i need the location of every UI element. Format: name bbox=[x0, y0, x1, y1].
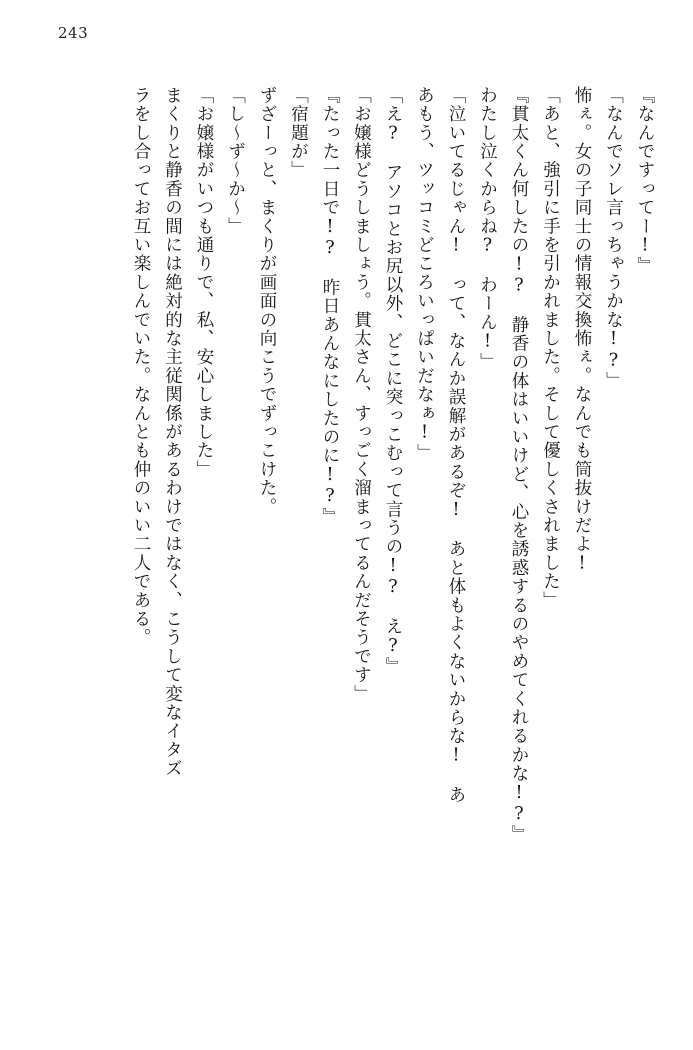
paragraph: ラをし合ってお互い楽しんでいた。なんとも仲のいい二人である。 bbox=[131, 86, 151, 647]
paragraph: 『たった一日で!? 昨日あんなにしたのに!?』 bbox=[320, 86, 340, 527]
paragraph: ずざーっと、まくりが画面の向こうでずっこけた。 bbox=[257, 86, 277, 517]
paragraph: 「し〜ず〜か〜」 bbox=[225, 86, 246, 236]
paragraph: 「お嬢様がいつも通りで、私、安心しました」 bbox=[194, 86, 214, 479]
paragraph: 「泣いてるじゃん! って、なんか誤解があるぞ! あと体もよくないからな! あ bbox=[446, 86, 466, 805]
page-number: 243 bbox=[58, 24, 89, 42]
paragraph: まくりと静香の間には絶対的な主従関係があるわけではなく、こうして変なイタズ bbox=[162, 86, 183, 778]
paragraph: わたし泣くからね? わーん!」 bbox=[477, 86, 498, 372]
paragraph: 「お嬢様どうしましょう。貫太さん、すっごく溜まってるんだそうです」 bbox=[351, 86, 372, 704]
paragraph: 「宿題が」 bbox=[288, 86, 309, 180]
paragraph: 「え? アソコとお尻以外、どこに突っこむって言うの!? え?』 bbox=[383, 86, 403, 676]
paragraph: 『貫太くん何したの!? 静香の体はいいけど、心を誘惑するのやめてくれるかな!?』 bbox=[509, 86, 529, 844]
paragraph: 「なんでソレ言っちゃうかな!?」 bbox=[603, 86, 624, 391]
paragraph: 『なんですってー!』 bbox=[635, 86, 655, 276]
vertical-text-block bbox=[30, 86, 660, 1026]
paragraph: あもう、ツッコミどころいっぱいだなぁ!」 bbox=[414, 86, 435, 463]
paragraph: 「あと、強引に手を引かれました。そして優しくされました」 bbox=[540, 86, 561, 610]
paragraph: 怖ぇ。女の子同士の情報交換怖ぇ。なんでも筒抜けだよ! bbox=[572, 86, 592, 575]
